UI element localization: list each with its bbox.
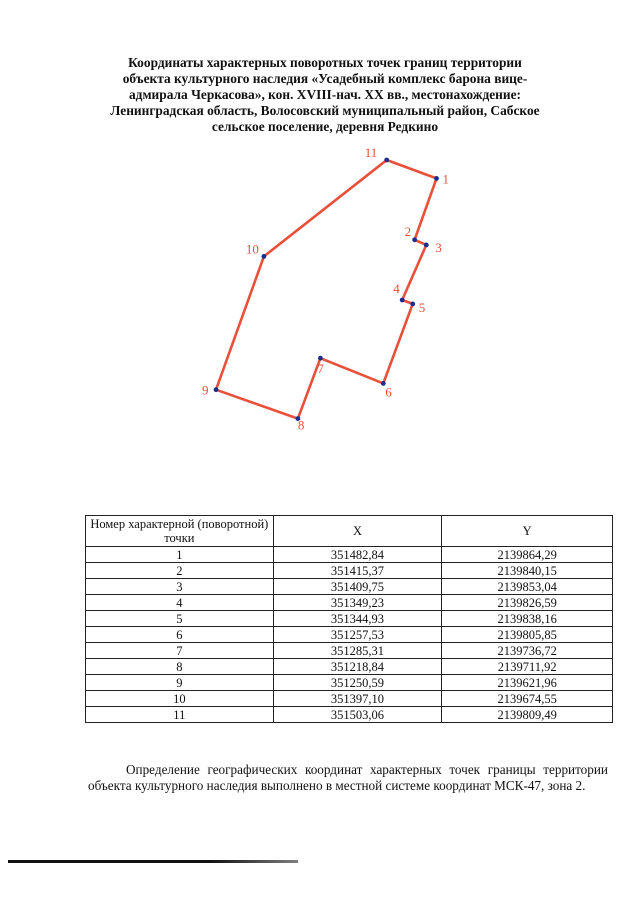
cell-y: 2139864,29 (442, 547, 613, 563)
vertex-marker (400, 298, 405, 303)
cell-point-number: 9 (86, 675, 274, 691)
vertex-label: 6 (385, 384, 392, 400)
cell-point-number: 5 (86, 611, 274, 627)
vertex-marker (412, 237, 417, 242)
cell-point-number: 8 (86, 659, 274, 675)
boundary-segment (320, 358, 383, 383)
cell-y: 2139674,55 (442, 691, 613, 707)
table-row (86, 547, 613, 563)
header-y: Y (442, 516, 613, 547)
vertex-label: 9 (202, 382, 209, 398)
cell-y: 2139711,92 (442, 659, 613, 675)
cell-point-number: 10 (86, 691, 274, 707)
cell-point-number: 4 (86, 595, 274, 611)
cell-y: 2139621,96 (442, 675, 613, 691)
vertex-marker (434, 176, 439, 181)
title-line: адмирала Черкасова», кон. XVIII-нач. XX вв., местонахождение: (128, 87, 522, 102)
table-row (86, 707, 613, 723)
vertex-label: 1 (442, 171, 449, 187)
table-row (86, 691, 613, 707)
cell-y: 2139840,15 (442, 563, 613, 579)
boundary-segment (415, 178, 437, 239)
cell-point-number: 3 (86, 579, 274, 595)
vertex-label: 2 (404, 223, 412, 239)
boundary-segment (383, 304, 412, 384)
cell-x: 351397,10 (273, 691, 442, 707)
note-text: Определение географических координат характерных точек границы территории объекта культурного наследия выполнено в местной системе координат МСК-47, зона 2. (88, 762, 608, 793)
cell-x: 351349,23 (273, 595, 442, 611)
note-paragraph (88, 762, 608, 794)
title-line: объекта культурного наследия «Усадебный комплекс барона вице- (122, 71, 528, 86)
cell-x: 351250,59 (273, 675, 442, 691)
boundary-segment (402, 245, 426, 300)
vertex-marker (410, 302, 415, 307)
coordinates-table (85, 515, 613, 723)
cell-y: 2139838,16 (442, 611, 613, 627)
boundary-segment (264, 160, 387, 256)
boundary-segment (387, 160, 437, 178)
boundary-segment (216, 256, 264, 389)
table-row (86, 675, 613, 691)
cell-x: 351482,84 (273, 547, 442, 563)
cell-x: 351257,53 (273, 627, 442, 643)
vertex-marker (424, 243, 429, 248)
cell-x: 351344,93 (273, 611, 442, 627)
cell-point-number: 2 (86, 563, 274, 579)
vertex-label: 4 (393, 281, 400, 296)
table-row (86, 627, 613, 643)
cell-x: 351409,75 (273, 579, 442, 595)
vertex-marker (262, 254, 267, 259)
cell-y: 2139853,04 (442, 579, 613, 595)
cell-x: 351285,31 (273, 643, 442, 659)
table-row (86, 595, 613, 611)
title-line: Ленинградская область, Волосовский муниципальный район, Сабское (110, 103, 540, 118)
header-x: X (273, 516, 442, 547)
cell-x: 351415,37 (273, 563, 442, 579)
table-header-row (86, 516, 613, 547)
vertex-marker (384, 158, 389, 163)
cell-x: 351218,84 (273, 659, 442, 675)
cell-y: 2139805,85 (442, 627, 613, 643)
table-row (86, 563, 613, 579)
table-row (86, 579, 613, 595)
vertex-label: 7 (317, 361, 324, 377)
bottom-divider (8, 860, 298, 863)
table-row (86, 643, 613, 659)
boundary-segment (216, 390, 298, 419)
vertex-label: 8 (297, 417, 305, 433)
cell-y: 2139826,59 (442, 595, 613, 611)
header-point-number: Номер характерной (поворотной) точки (86, 516, 274, 547)
title-line: сельское поселение, деревня Редкино (211, 119, 439, 134)
cell-x: 351503,06 (273, 707, 442, 723)
cell-point-number: 7 (86, 643, 274, 659)
vertex-label: 10 (245, 241, 259, 257)
table-row (86, 611, 613, 627)
cell-point-number: 1 (86, 547, 274, 563)
cell-y: 2139736,72 (442, 643, 613, 659)
vertex-label: 5 (418, 299, 426, 315)
vertex-marker (214, 387, 219, 392)
vertex-label: 11 (364, 145, 378, 160)
title-line: Координаты характерных поворотных точек границ территории (128, 55, 522, 70)
cell-point-number: 11 (86, 707, 274, 723)
cell-point-number: 6 (86, 627, 274, 643)
vertex-marker (318, 356, 323, 361)
table-row (86, 659, 613, 675)
vertex-label: 3 (435, 239, 442, 255)
cell-y: 2139809,49 (442, 707, 613, 723)
